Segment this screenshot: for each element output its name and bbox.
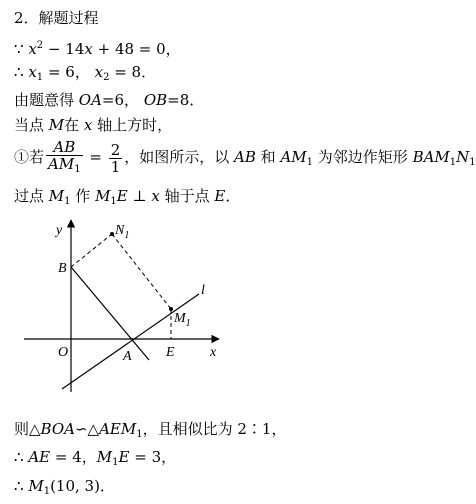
ratio-mid2: 和	[255, 148, 281, 166]
point-n1-dot	[110, 232, 114, 236]
rect-sub-2: 1	[469, 157, 476, 168]
label-x: x	[210, 345, 217, 360]
rect-sub-1: 1	[449, 157, 457, 168]
segment-am: AM	[280, 148, 307, 166]
line-l	[62, 294, 199, 389]
perp-prefix: 过点	[14, 187, 49, 205]
lengths-result-line	[14, 447, 176, 473]
similarity-line	[14, 419, 286, 445]
therefore-symbol-2: ∴	[14, 448, 24, 466]
perp-axis-x: x	[151, 187, 160, 205]
perp-mid2: 轴于点	[159, 187, 215, 205]
case-mid: 在	[64, 116, 84, 134]
perp-suffix: ．	[225, 187, 241, 205]
therefore-symbol: ∴	[14, 63, 24, 81]
ob-label: OB	[143, 91, 168, 109]
seg-m1e-res-val: = 3，	[129, 448, 177, 466]
root1-var: x	[28, 63, 37, 81]
label-e: E	[166, 345, 175, 360]
segment-am-sub: 1	[306, 157, 314, 168]
seg-m1e-sub: 1	[110, 196, 117, 207]
perp-symbol: ⊥	[127, 187, 152, 205]
therefore-symbol-3: ∴	[14, 477, 24, 495]
frac1-denominator	[46, 156, 83, 178]
given-prefix: 由题意得	[14, 91, 79, 109]
label-n1	[114, 223, 129, 241]
root1-val: = 6，	[43, 63, 90, 81]
seg-ae: AE	[28, 448, 51, 466]
label-l: l	[201, 283, 205, 298]
root2-sub: 2	[103, 72, 110, 83]
dashed-n1m1	[112, 234, 171, 309]
oa-label: OA	[78, 91, 102, 109]
seg-m1e-e: E	[116, 187, 128, 205]
given-lengths-line	[14, 90, 204, 110]
root2-val: = 8．	[109, 63, 157, 81]
eq-var-x2: x	[84, 40, 93, 58]
root1-sub: 1	[36, 72, 44, 83]
ratio-fraction-2	[109, 142, 123, 175]
case-suffix: 轴上方时，	[92, 116, 173, 134]
geometry-figure	[14, 214, 234, 396]
point-m1-dot	[169, 307, 173, 311]
answer-point-m: M	[28, 477, 44, 495]
eq-exponent: 2	[36, 40, 44, 51]
point-m: M	[48, 116, 65, 134]
case-prefix: 当点	[14, 116, 49, 134]
perp-mid1: 作	[70, 187, 96, 205]
sim-suffix: ，且相似比为 2∶1，	[142, 420, 287, 438]
root2-var: x	[94, 63, 104, 81]
seg-m1e-res-sub: 1	[112, 457, 119, 468]
label-a: A	[123, 349, 132, 364]
perpendicular-line	[14, 186, 240, 212]
frac2-numerator: 2	[110, 140, 121, 159]
rect-name-b: N	[456, 148, 470, 166]
label-y: y	[56, 223, 63, 238]
ratio-line	[14, 138, 476, 182]
point-m1: M	[48, 187, 65, 205]
eq-rhs: + 48 = 0，	[92, 40, 181, 58]
axis-x-ref: x	[83, 116, 93, 134]
ob-value: =8．	[167, 91, 205, 109]
ratio-eq: =	[84, 148, 107, 166]
seg-m1e-m: M	[95, 187, 111, 205]
segment-ab: AB	[234, 148, 256, 166]
label-m1	[173, 311, 191, 329]
label-n1-sub: 1	[124, 230, 130, 241]
frac1-numerator: AB	[46, 139, 83, 156]
ratio-prefix: ①若	[14, 148, 45, 166]
dashed-bn1	[71, 234, 112, 267]
equation-line	[14, 36, 181, 59]
case-line	[14, 115, 172, 135]
label-m1-main: M	[174, 311, 186, 326]
sim-prefix: 则△	[14, 420, 41, 438]
frac1-den-sub: 1	[74, 163, 81, 175]
seg-ae-val: = 4，	[50, 448, 97, 466]
point-e: E	[214, 187, 226, 205]
label-m1-sub: 1	[185, 318, 191, 329]
frac1-den-text: AM	[48, 154, 75, 173]
eq-var-x: x	[28, 40, 37, 58]
answer-coords: (10, 3)．	[50, 477, 115, 495]
roots-line	[14, 62, 156, 88]
line-ba	[71, 267, 149, 360]
eq-mid: − 14	[43, 40, 85, 58]
triangle-aem-sub: 1	[136, 429, 143, 440]
label-b: B	[58, 261, 67, 276]
ratio-fraction-1	[46, 139, 83, 178]
oa-value: =6，	[101, 91, 140, 109]
section-title	[14, 8, 99, 28]
ratio-mid1: ，如图所示，以	[124, 148, 235, 166]
seg-m1e-res-m: M	[96, 448, 113, 466]
rect-name-a: BAM	[412, 148, 450, 166]
point-m1-sub: 1	[64, 196, 71, 207]
seg-m1e-res-e: E	[118, 448, 130, 466]
final-answer-line	[14, 476, 115, 502]
frac2-denominator: 1	[110, 157, 121, 176]
triangle-boa: BOA	[40, 420, 75, 438]
answer-point-sub: 1	[43, 486, 51, 497]
ratio-mid3: 为邻边作矩形	[313, 148, 413, 166]
section-title-text: 2．解题过程	[14, 9, 99, 27]
label-o: O	[58, 345, 69, 360]
because-symbol: ∵	[14, 40, 24, 58]
label-n1-main: N	[115, 223, 125, 238]
triangle-aem: AEM	[99, 420, 137, 438]
sim-symbol: ∽△	[74, 420, 100, 438]
